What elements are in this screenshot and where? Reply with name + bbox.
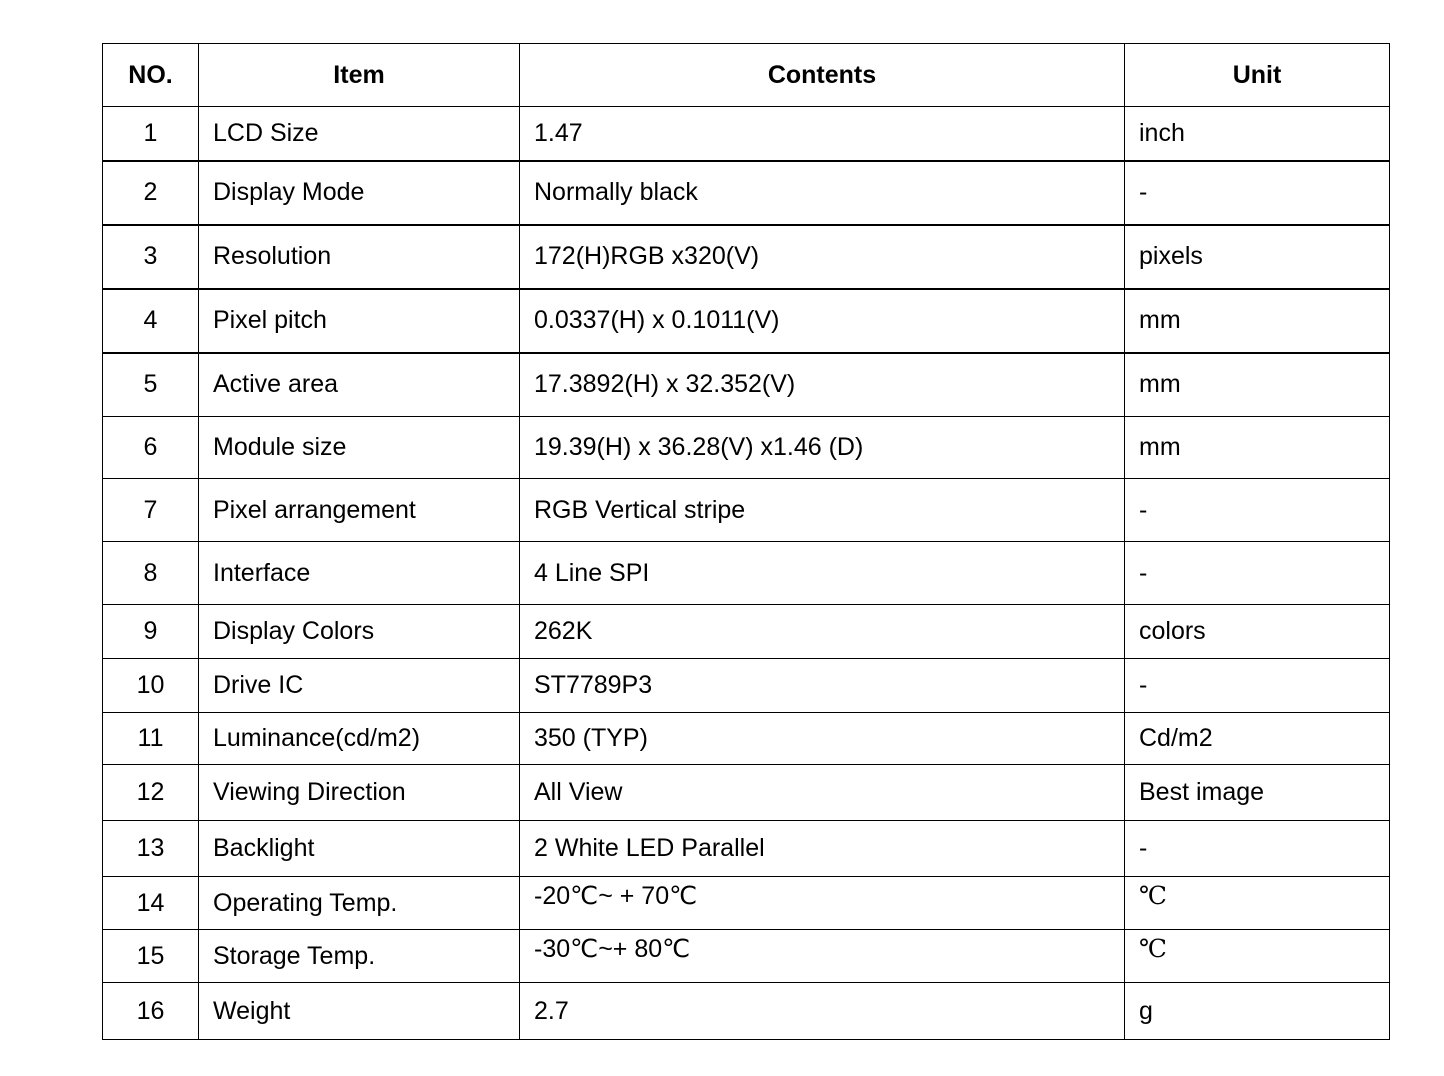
row-contents: 4 Line SPI — [520, 542, 1125, 605]
header-item: Item — [199, 44, 520, 107]
row-item: Module size — [199, 417, 520, 479]
table-row — [103, 605, 1390, 659]
table-row — [103, 225, 1390, 289]
specification-table — [102, 43, 1390, 1040]
row-no: 13 — [103, 821, 199, 877]
row-item: Pixel pitch — [199, 289, 520, 353]
row-contents: 1.47 — [520, 107, 1125, 161]
header-no: NO. — [103, 44, 199, 107]
row-contents: -20℃~ + 70℃ — [520, 877, 1125, 930]
table-row — [103, 353, 1390, 417]
row-item: Interface — [199, 542, 520, 605]
row-unit: g — [1125, 983, 1390, 1040]
row-no: 4 — [103, 289, 199, 353]
row-item: Storage Temp. — [199, 930, 520, 983]
row-contents: 2 White LED Parallel — [520, 821, 1125, 877]
row-no: 7 — [103, 479, 199, 542]
table-row — [103, 161, 1390, 225]
row-unit: mm — [1125, 289, 1390, 353]
row-contents: 2.7 — [520, 983, 1125, 1040]
row-contents: -30℃~+ 80℃ — [520, 930, 1125, 983]
row-item: Weight — [199, 983, 520, 1040]
row-unit: - — [1125, 479, 1390, 542]
table-row — [103, 542, 1390, 605]
row-no: 14 — [103, 877, 199, 930]
row-unit: ℃ — [1125, 877, 1390, 930]
row-unit: inch — [1125, 107, 1390, 161]
row-unit: - — [1125, 659, 1390, 713]
row-contents: 17.3892(H) x 32.352(V) — [520, 353, 1125, 417]
table-row — [103, 479, 1390, 542]
row-no: 16 — [103, 983, 199, 1040]
row-item: Viewing Direction — [199, 765, 520, 821]
header-unit: Unit — [1125, 44, 1390, 107]
row-no: 3 — [103, 225, 199, 289]
table-row — [103, 289, 1390, 353]
row-unit: Cd/m2 — [1125, 713, 1390, 765]
row-no: 5 — [103, 353, 199, 417]
table-row — [103, 930, 1390, 983]
row-contents: 0.0337(H) x 0.1011(V) — [520, 289, 1125, 353]
row-unit: - — [1125, 821, 1390, 877]
row-unit: - — [1125, 542, 1390, 605]
row-contents: RGB Vertical stripe — [520, 479, 1125, 542]
row-contents: Normally black — [520, 161, 1125, 225]
row-no: 9 — [103, 605, 199, 659]
row-unit: mm — [1125, 417, 1390, 479]
row-no: 2 — [103, 161, 199, 225]
table-row — [103, 821, 1390, 877]
row-no: 6 — [103, 417, 199, 479]
row-contents: 172(H)RGB x320(V) — [520, 225, 1125, 289]
row-unit: - — [1125, 161, 1390, 225]
table-row — [103, 659, 1390, 713]
row-item: Display Mode — [199, 161, 520, 225]
row-no: 1 — [103, 107, 199, 161]
row-unit: Best image — [1125, 765, 1390, 821]
row-unit: mm — [1125, 353, 1390, 417]
row-unit: colors — [1125, 605, 1390, 659]
row-contents: ST7789P3 — [520, 659, 1125, 713]
row-no: 11 — [103, 713, 199, 765]
row-no: 15 — [103, 930, 199, 983]
row-unit: pixels — [1125, 225, 1390, 289]
table-row — [103, 713, 1390, 765]
table-row — [103, 107, 1390, 161]
row-item: Resolution — [199, 225, 520, 289]
row-contents: 19.39(H) x 36.28(V) x1.46 (D) — [520, 417, 1125, 479]
row-contents: 262K — [520, 605, 1125, 659]
header-row — [103, 44, 1390, 107]
row-item: Luminance(cd/m2) — [199, 713, 520, 765]
row-unit: ℃ — [1125, 930, 1390, 983]
table-row — [103, 983, 1390, 1040]
row-no: 10 — [103, 659, 199, 713]
row-item: Backlight — [199, 821, 520, 877]
row-item: Display Colors — [199, 605, 520, 659]
row-no: 12 — [103, 765, 199, 821]
table-row — [103, 877, 1390, 930]
row-item: Drive IC — [199, 659, 520, 713]
row-item: Active area — [199, 353, 520, 417]
row-contents: All View — [520, 765, 1125, 821]
row-item: Pixel arrangement — [199, 479, 520, 542]
row-contents: 350 (TYP) — [520, 713, 1125, 765]
header-contents: Contents — [520, 44, 1125, 107]
row-no: 8 — [103, 542, 199, 605]
row-item: LCD Size — [199, 107, 520, 161]
table-row — [103, 417, 1390, 479]
table-row — [103, 765, 1390, 821]
row-item: Operating Temp. — [199, 877, 520, 930]
